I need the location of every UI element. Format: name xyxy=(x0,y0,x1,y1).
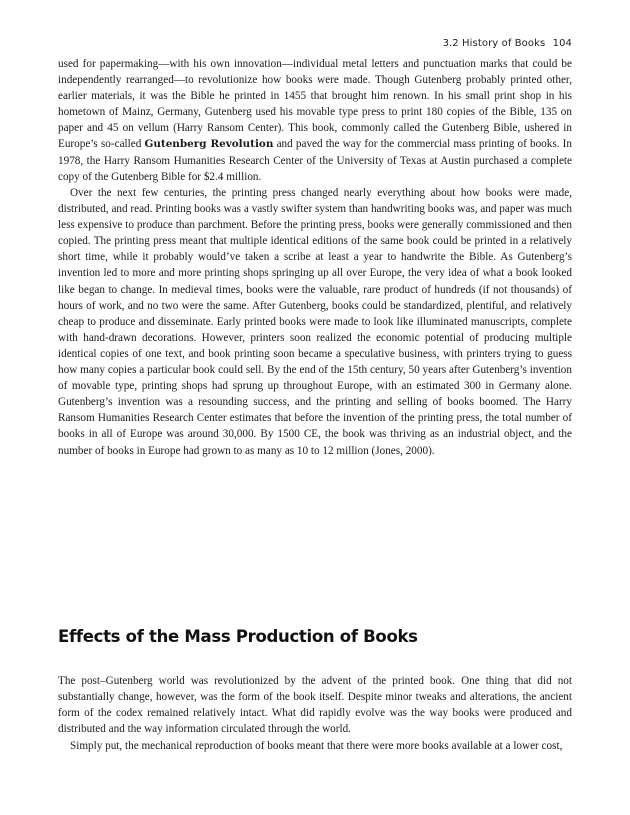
page-number: 104 xyxy=(552,38,572,49)
paragraph-printing-press-impact: Over the next few centuries, the printing press changed nearly everything about how books were made, distributed, and read. Printing books was a vastly swifter system than handwriting books was, and paper was much less expensive to produce than parchment. Before the printing press, books were generally commissioned and then copied. The printing press meant that multiple identical editions of the same book could be printed in a relatively short time, while it probably would’ve taken a scribe at least a year to handwrite the Bible. As Gutenberg’s invention led to more and more printing shops springing up all over Europe, the very idea of what a book looked like began to change. In medieval times, books were the valuable, rare product of hundreds (if not thousands) of hours of work, and no two were the same. After Gutenberg, books could be standardized, plentiful, and relatively cheap to produce and disseminate. Early printed books were made to look like illuminated manuscripts, complete with hand-drawn decorations. However, printers soon realized the economic potential of producing multiple identical copies of one text, and book printing soon became a speculative business, with printers trying to guess how many copies a particular book could sell. By the end of the 15th century, 50 years after Gutenberg’s invention of movable type, printing shops had sprung up throughout Europe, with an estimated 300 in Germany alone. Gutenberg’s invention was a resounding success, and the printing and selling of books boomed. The Harry Ransom Humanities Research Center estimates that before the invention of the printing press, the total number of books in all of Europe was around 30,000. By 1500 CE, the book was thriving as an industrial object, and the number of books in Europe had grown to as many as 10 to 12 million (Jones, 2000). xyxy=(58,187,572,457)
header-section-title: 3.2 History of Books xyxy=(442,38,546,49)
section-heading: Effects of the Mass Production of Books xyxy=(58,627,418,646)
paragraph-mechanical-reproduction: Simply put, the mechanical reproduction of books meant that there were more books available at a lower cost, xyxy=(70,740,563,752)
paragraph-post-gutenberg: The post–Gutenberg world was revolutionized by the advent of the printed book. One thing that did not substantially change, however, was the form of the book itself. Despite minor tweaks and alterations, the ancient form of the codex remained relatively intact. What did rapidly evolve was the way books were produced and distributed and the way information circulated through the world. xyxy=(58,675,572,736)
paragraph-text: used for papermaking—with his own innovation—individual metal letters and punctuation marks that could be independently rearranged—to revolutionize how books were made. Though Gutenberg probably printed other, earlier materials, it was the Bible he printed in 1455 that brought him renown. In his small print shop in his hometown of Mainz, Germany, Gutenberg used his movable type press to print 180 copies of the Bible, 135 on paper and 45 on vellum (Harry Ransom Center). This book, commonly called the Gutenberg Bible, ushered in Europe’s so-called xyxy=(58,58,572,151)
paragraph-gutenberg-bible xyxy=(58,56,572,185)
key-term-gutenberg-revolution: Gutenberg Revolution xyxy=(144,138,274,151)
paragraph-text: and paved the way for the commercial mass printing of books. In 1978, the Harry Ransom Humanities Research Center of the University of Texas at Austin purchased a complete copy of the Gutenberg Bible for $2.4 million. xyxy=(58,138,572,183)
running-header xyxy=(443,38,572,49)
